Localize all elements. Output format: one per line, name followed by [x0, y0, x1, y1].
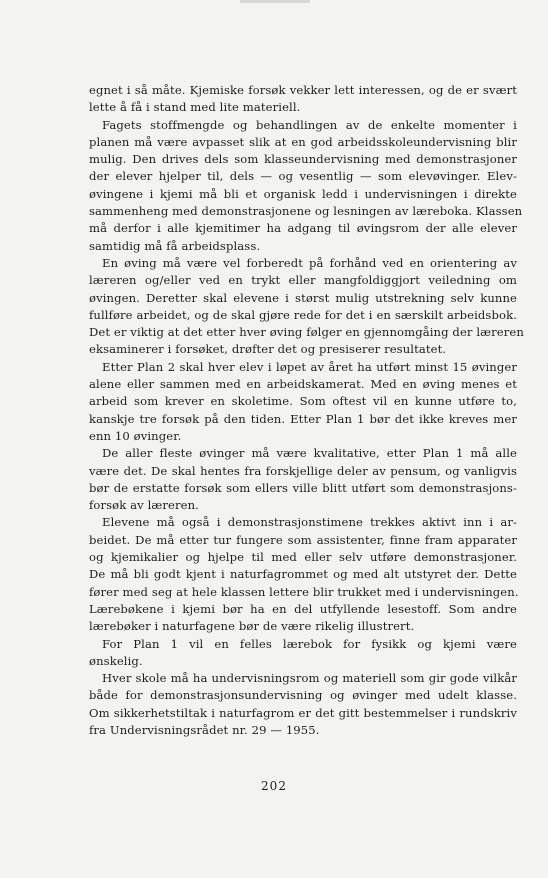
text-line: alene eller sammen med en arbeidskamerat. Med en øving menes et	[89, 377, 517, 392]
text-line: Lærebøkene i kjemi bør ha en del utfyllende lesestoff. Som andre	[89, 601, 517, 616]
text-line: eksaminerer i forsøket, drøfter det og presiserer resultatet.	[89, 342, 447, 357]
text-line: der elever hjelper til, dels — og vesentlig — som elevøvinger. Elev-	[89, 169, 517, 184]
text-line: planen må være avpasset slik at en god arbeidsskoleundervisning blir	[89, 134, 517, 149]
text-line: og kjemikalier og hjelpe til med eller selv utføre demonstrasjoner.	[89, 550, 517, 565]
text-line: læreren og/eller ved en trykt eller mangfoldiggjort veiledning om	[89, 273, 517, 288]
text-line: samtidig må få arbeidsplass.	[89, 238, 261, 253]
text-line: Det er viktig at det etter hver øving følger en gjennomgåing der læreren	[89, 325, 524, 340]
text-line: lærebøker i naturfagene bør de være rikelig illustrert.	[89, 619, 415, 634]
text-line: være det. De skal hentes fra forskjellige deler av pensum, og vanligvis	[89, 463, 517, 478]
scan-edge-mark	[240, 0, 310, 3]
text-line: kanskje tre forsøk på den tiden. Etter Plan 1 bør det ikke kreves mer	[89, 411, 517, 426]
text-line: må derfor i alle kjemitimer ha adgang til øvingsrom der alle elever	[89, 221, 517, 236]
text-line: Om sikkerhetstiltak i naturfagrom er det gitt bestemmelser i rundskriv	[89, 705, 517, 720]
text-line: øvingene i kjemi må bli et organisk ledd i undervisningen i direkte	[89, 186, 517, 201]
text-line: sammenheng med demonstrasjonene og lesningen av læreboka. Klassen	[89, 204, 523, 219]
text-line: beidet. De må etter tur fungere som assistenter, finne fram apparater	[89, 532, 517, 547]
text-line: lette å få i stand med lite materiell.	[89, 100, 301, 115]
text-line: egnet i så måte. Kjemiske forsøk vekker lett interessen, og de er svært	[89, 83, 517, 97]
text-line: For Plan 1 vil en felles lærebok for fysikk og kjemi være	[102, 636, 517, 651]
text-line: både for demonstrasjonsundervisning og øvinger med udelt klasse.	[89, 688, 517, 703]
text-line: De aller fleste øvinger må være kvalitative, etter Plan 1 må alle	[102, 446, 517, 461]
text-line: Hver skole må ha undervisningsrom og materiell som gir gode vilkår	[102, 671, 517, 686]
page-number: 202	[261, 779, 287, 793]
text-line: arbeid som krever en skoletime. Som oftest vil en kunne utføre to,	[89, 394, 517, 409]
text-line: forsøk av læreren.	[89, 498, 199, 513]
text-line: mulig. Den drives dels som klasseundervisning med demonstrasjoner	[89, 152, 517, 167]
text-line: fullføre arbeidet, og de skal gjøre rede for det i en særskilt arbeidsbok.	[89, 307, 517, 322]
text-line: Fagets stoffmengde og behandlingen av de enkelte momenter i	[102, 117, 517, 132]
text-line: Elevene må også i demonstrasjonstimene trekkes aktivt inn i ar-	[102, 515, 517, 530]
text-line: En øving må være vel forberedt på forhånd ved en orientering av	[102, 255, 517, 270]
text-line: De må bli godt kjent i naturfagrommet og med alt utstyret der. Dette	[89, 567, 517, 582]
text-line: fra Undervisningsrådet nr. 29 — 1955.	[89, 722, 320, 737]
text-line: Etter Plan 2 skal hver elev i løpet av året ha utført minst 15 øvinger	[102, 359, 517, 374]
text-line: bør de erstatte forsøk som ellers ville blitt utført som demonstrasjons-	[89, 480, 517, 495]
text-line: øvingen. Deretter skal elevene i størst mulig utstrekning selv kunne	[89, 290, 517, 305]
text-line: enn 10 øvinger.	[89, 428, 182, 443]
body-text	[89, 82, 524, 739]
text-line: fører med seg at hele klassen lettere blir trukket med i undervisningen.	[89, 584, 519, 599]
text-line: ønskelig.	[89, 653, 143, 668]
